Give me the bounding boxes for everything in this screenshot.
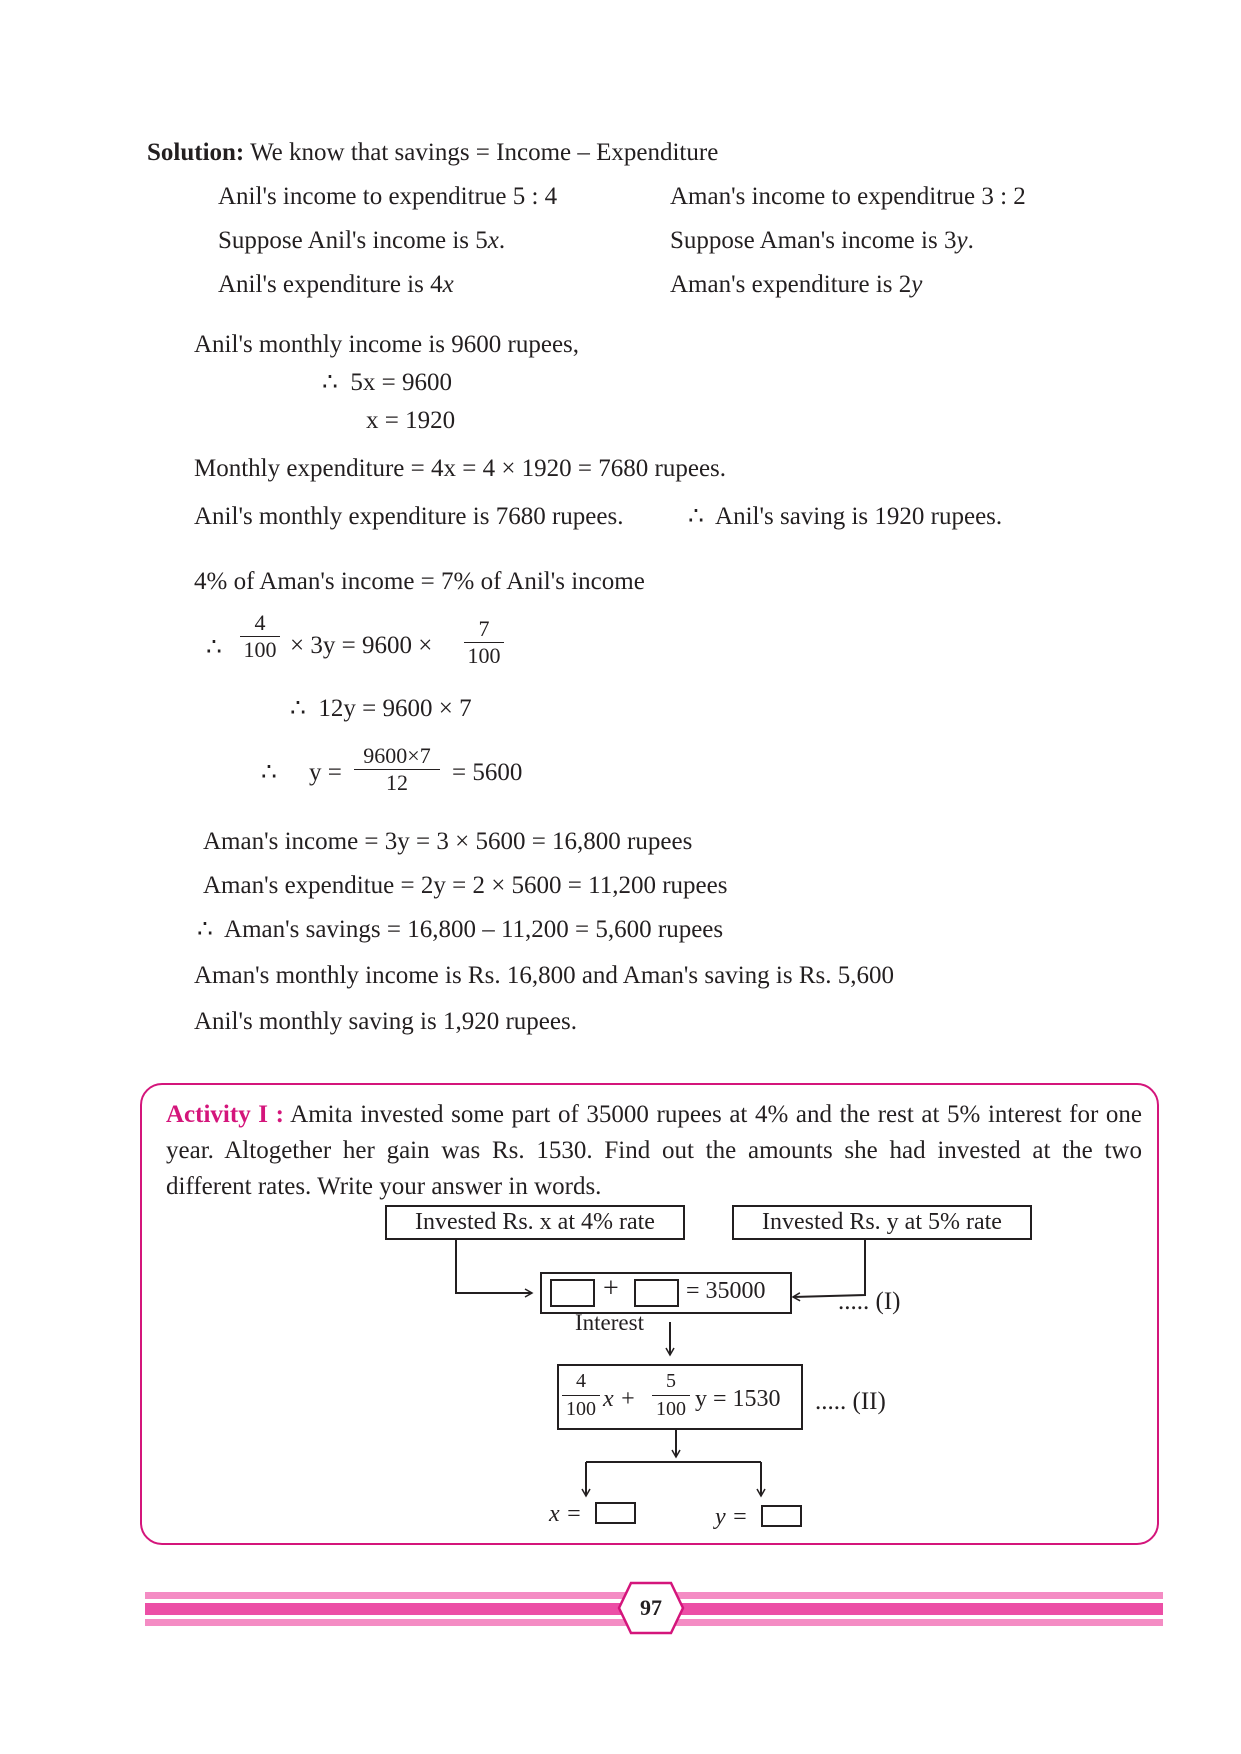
eq3-right: = 5600 xyxy=(452,759,523,786)
x-result-label: x = xyxy=(549,1501,582,1527)
therefore-symbol: ∴ xyxy=(197,916,213,943)
fraction-denominator: 100 xyxy=(240,636,280,663)
anil-exp-sentence: Anil's monthly expenditure is 7680 rupees. xyxy=(194,503,624,530)
therefore-symbol: ∴ xyxy=(688,503,704,530)
anil-suppose-text: Suppose Anil's income is 5 xyxy=(218,227,488,254)
aman-exp-var: y xyxy=(911,271,923,298)
monthly-expenditure: Monthly expenditure = 4x = 4 × 1920 = 7680 rupees. xyxy=(194,455,727,482)
interest-label: Interest xyxy=(575,1310,644,1335)
step-5x-text: 5x = 9600 xyxy=(350,369,453,396)
sum-value: = 35000 xyxy=(686,1278,766,1304)
arrow-left-to-sum xyxy=(456,1234,532,1293)
invested-y-box: Invested Rs. y at 5% rate xyxy=(732,1205,1032,1240)
solution-intro: We know that savings = Income – Expenditure xyxy=(250,139,719,166)
x-plus: x + xyxy=(603,1386,636,1412)
fraction-numerator: 9600×7 xyxy=(363,743,431,768)
blank-x-input[interactable] xyxy=(550,1279,595,1307)
aman-income: Aman's income = 3y = 3 × 5600 = 16,800 rupees xyxy=(203,828,693,855)
aman-ratio: Aman's income to expenditrue 3 : 2 xyxy=(670,183,1026,210)
eq2-text: 12y = 9600 × 7 xyxy=(318,695,472,722)
anil-exp-var: x xyxy=(442,271,454,298)
step-x: x = 1920 xyxy=(366,407,456,434)
plus-sign: + xyxy=(603,1273,619,1304)
therefore-symbol: ∴ xyxy=(206,634,222,661)
eq1-middle: × 3y = 9600 × xyxy=(290,632,433,659)
aman-savings-text: Aman's savings = 16,800 – 11,200 = 5,600 rupees xyxy=(224,916,724,943)
aman-suppose-text: Suppose Aman's income is 3 xyxy=(670,227,957,254)
fraction-denominator: 100 xyxy=(652,1395,690,1423)
anil-saving-text: Anil's saving is 1920 rupees. xyxy=(715,503,1003,530)
activity-label: Activity I : xyxy=(166,1101,284,1128)
eq-ii-label: ..... (II) xyxy=(815,1388,886,1415)
percent-line: 4% of Aman's income = 7% of Anil's income xyxy=(194,568,645,595)
aman-var: y xyxy=(956,227,968,254)
anil-ratio: Anil's income to expenditrue 5 : 4 xyxy=(218,183,558,210)
solution-label: Solution: xyxy=(147,139,245,166)
eq3-left: y = xyxy=(309,759,342,786)
y-equals-1530: y = 1530 xyxy=(695,1386,781,1412)
fraction-numerator: 4 xyxy=(254,610,266,635)
anil-summary: Anil's monthly saving is 1,920 rupees. xyxy=(194,1008,577,1035)
fraction-numerator: 4 xyxy=(576,1370,586,1392)
anil-var: x xyxy=(487,227,499,254)
fraction-5-100 xyxy=(652,1368,690,1423)
aman-suppose: Suppose Aman's income is 3y. xyxy=(670,227,974,254)
blank-y-input[interactable] xyxy=(634,1279,679,1307)
fraction-numerator: 7 xyxy=(478,616,490,641)
therefore-symbol: ∴ xyxy=(322,369,338,396)
aman-summary: Aman's monthly income is Rs. 16,800 and Aman's saving is Rs. 5,600 xyxy=(194,962,894,989)
anil-monthly-income: Anil's monthly income is 9600 rupees, xyxy=(194,331,580,358)
fraction-denominator: 12 xyxy=(354,769,440,796)
fraction-4-100 xyxy=(562,1368,600,1423)
aman-expenditure: Aman's expenditue = 2y = 2 × 5600 = 11,200 rupees xyxy=(203,872,728,899)
fraction-denominator: 100 xyxy=(464,642,504,669)
eq-i-label: ..... (I) xyxy=(838,1288,901,1315)
y-result-input[interactable] xyxy=(761,1505,802,1527)
page-number: 97 xyxy=(640,1595,662,1620)
anil-exp-text: Anil's expenditure is 4 xyxy=(218,271,443,298)
y-result-label: y = xyxy=(715,1504,748,1530)
fraction-numerator: 5 xyxy=(666,1370,676,1392)
x-result-input[interactable] xyxy=(595,1502,636,1524)
activity-description: Amita invested some part of 35000 rupees at 4% and the rest at 5% interest for one year. Altogether her gain was Rs. 1530. Find out the amounts she had invested at the two different rates. Write your answer in words. xyxy=(166,1101,1142,1200)
anil-suppose: Suppose Anil's income is 5x. xyxy=(218,227,506,254)
invested-x-box: Invested Rs. x at 4% rate xyxy=(385,1205,685,1240)
fraction-denominator: 100 xyxy=(562,1395,600,1423)
aman-exp-text: Aman's expenditure is 2 xyxy=(670,271,912,298)
therefore-symbol: ∴ xyxy=(261,759,277,786)
therefore-symbol: ∴ xyxy=(290,695,306,722)
